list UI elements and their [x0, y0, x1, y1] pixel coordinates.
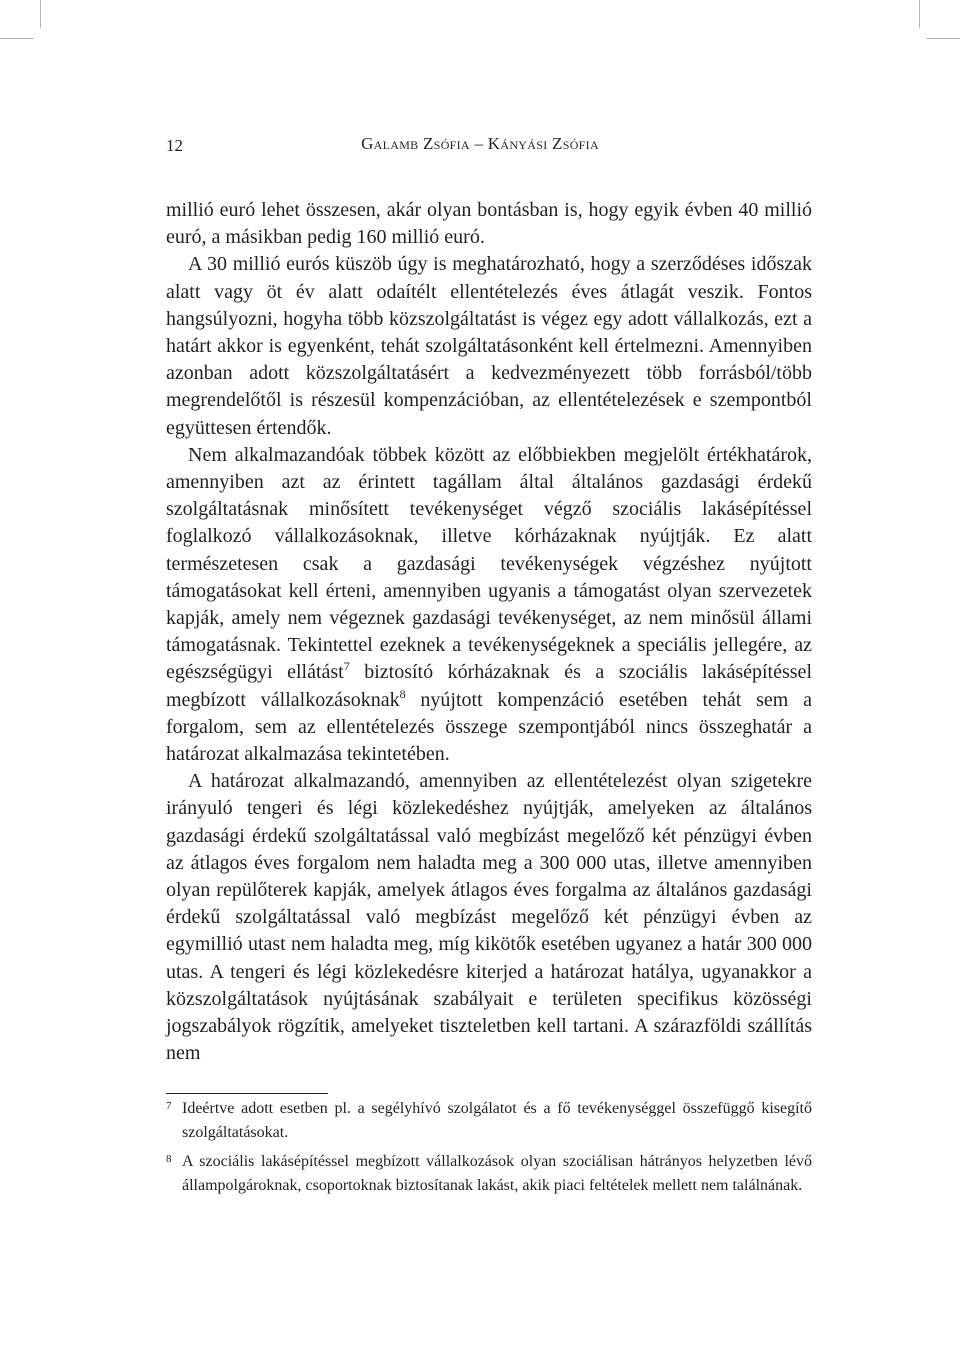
- paragraph-3: [166, 442, 812, 768]
- footnote-number: 7: [166, 1100, 172, 1112]
- footnote-divider: [166, 1093, 328, 1094]
- footnote-ref-7[interactable]: 7: [343, 659, 350, 674]
- crop-mark-top-right-horizontal: [926, 38, 960, 39]
- footnote-ref-8[interactable]: 8: [399, 686, 406, 701]
- paragraph-3-part-a: Nem alkalmazandóak többek között az előbbiekben megjelölt értékhatárok, amennyiben azt az érintett tagállam által általános gazdasági érdekű szolgáltatásnak minősített tevékenységet végző szociális lakásépítéssel foglalkozó vállalkozásoknak, illetve kórházaknak nyújtják. Ez alatt természetesen csak a gazdasági tevékenységek végzéshez nyújtott támogatásokat kell érteni, amennyiben ugyanis a támogatást olyan szervezetek kapják, amely nem végeznek gazdasági tevékenységet, az nem minősül állami támogatásnak. Tekintettel ezeknek a tevékenységeknek a speciális jellegére, az egészségügyi ellátást: [166, 443, 812, 684]
- paragraph-3-part-c: nyújtott kompenzáció esetében tehát sem a forgalom, sem az ellentételezés összege szempontjából nincs összeghatár a határozat alkalmazása tekintetében.: [166, 688, 812, 766]
- paragraph-4: A határozat alkalmazandó, amennyiben az ellentételezést olyan szigetekre irányuló tengeri és légi közlekedéshez nyújtják, amelyeken az általános gazdasági érdekű szolgáltatással való megbízást megelőző két pénzügyi évben az átlagos éves forgalom nem haladta meg a 300 000 utas, illetve amennyiben olyan repülőterek kapják, amelyek átlagos éves forgalma az általános gazdasági érdekű szolgáltatással való megbízást megelőző két pénzügyi évben az egymillió utast nem haladta meg, míg kikötők esetében ugyanez a határ 300 000 utas. A tengeri és légi közlekedésre kiterjed a határozat hatálya, ugyanakkor a közszolgáltatások nyújtásának szabályait e területen specifikus közösségi jogszabályok rögzítik, amelyeket tiszteletben kell tartani. A szárazföldi szállítás nem: [166, 770, 812, 1065]
- footnote-text: Ideértve adott esetben pl. a segélyhívó szolgálatot és a fő tevékenységgel összefüggő kisegítő szolgáltatásokat.: [182, 1100, 812, 1141]
- page-number: 12: [166, 136, 183, 155]
- footnote-7: [166, 1097, 812, 1144]
- footnote-text: A szociális lakásépítéssel megbízott vállalkozások olyan szociálisan hátrányos helyzetben lévő állampolgároknak, csoportoknak biztosítanak lakást, akik piaci feltételek mellett nem találnának.: [182, 1153, 812, 1194]
- crop-mark-top-right-vertical: [919, 0, 920, 28]
- crop-mark-top-left-horizontal: [0, 38, 34, 39]
- paragraph-2: A 30 millió eurós küszöb úgy is meghatározható, hogy a szerződéses időszak alatt vagy öt év alatt odaítélt ellentételezés éves átlagát veszik. Fontos hangsúlyozni, hogyha több közszolgáltatást is végez egy adott vállalkozás, ezt a határt akkor is egyenként, tehát szolgáltatásonként kell értelmezni. Amennyiben azonban adott közszolgáltatásért a kedvezményezett több forrásból/több megrendelőtől is részesül kompenzációban, az ellentételezések e szempontból együttesen értendők.: [166, 253, 812, 439]
- footnote-number: 8: [166, 1153, 172, 1166]
- crop-mark-top-left-vertical: [40, 0, 41, 28]
- paragraph-1: millió euró lehet összesen, akár olyan bontásban is, hogy egyik évben 40 millió euró, a másikban pedig 160 millió euró.: [166, 199, 812, 249]
- body-text: [166, 197, 812, 1068]
- running-head: Galamb Zsófia – Kányási Zsófia: [361, 134, 599, 153]
- footnote-8: [166, 1150, 812, 1197]
- paragraph-3-part-b: biztosító kórházaknak és a szociális lakásépítéssel megbízott vállalkozásoknak: [166, 661, 812, 711]
- footnotes: [166, 1097, 812, 1197]
